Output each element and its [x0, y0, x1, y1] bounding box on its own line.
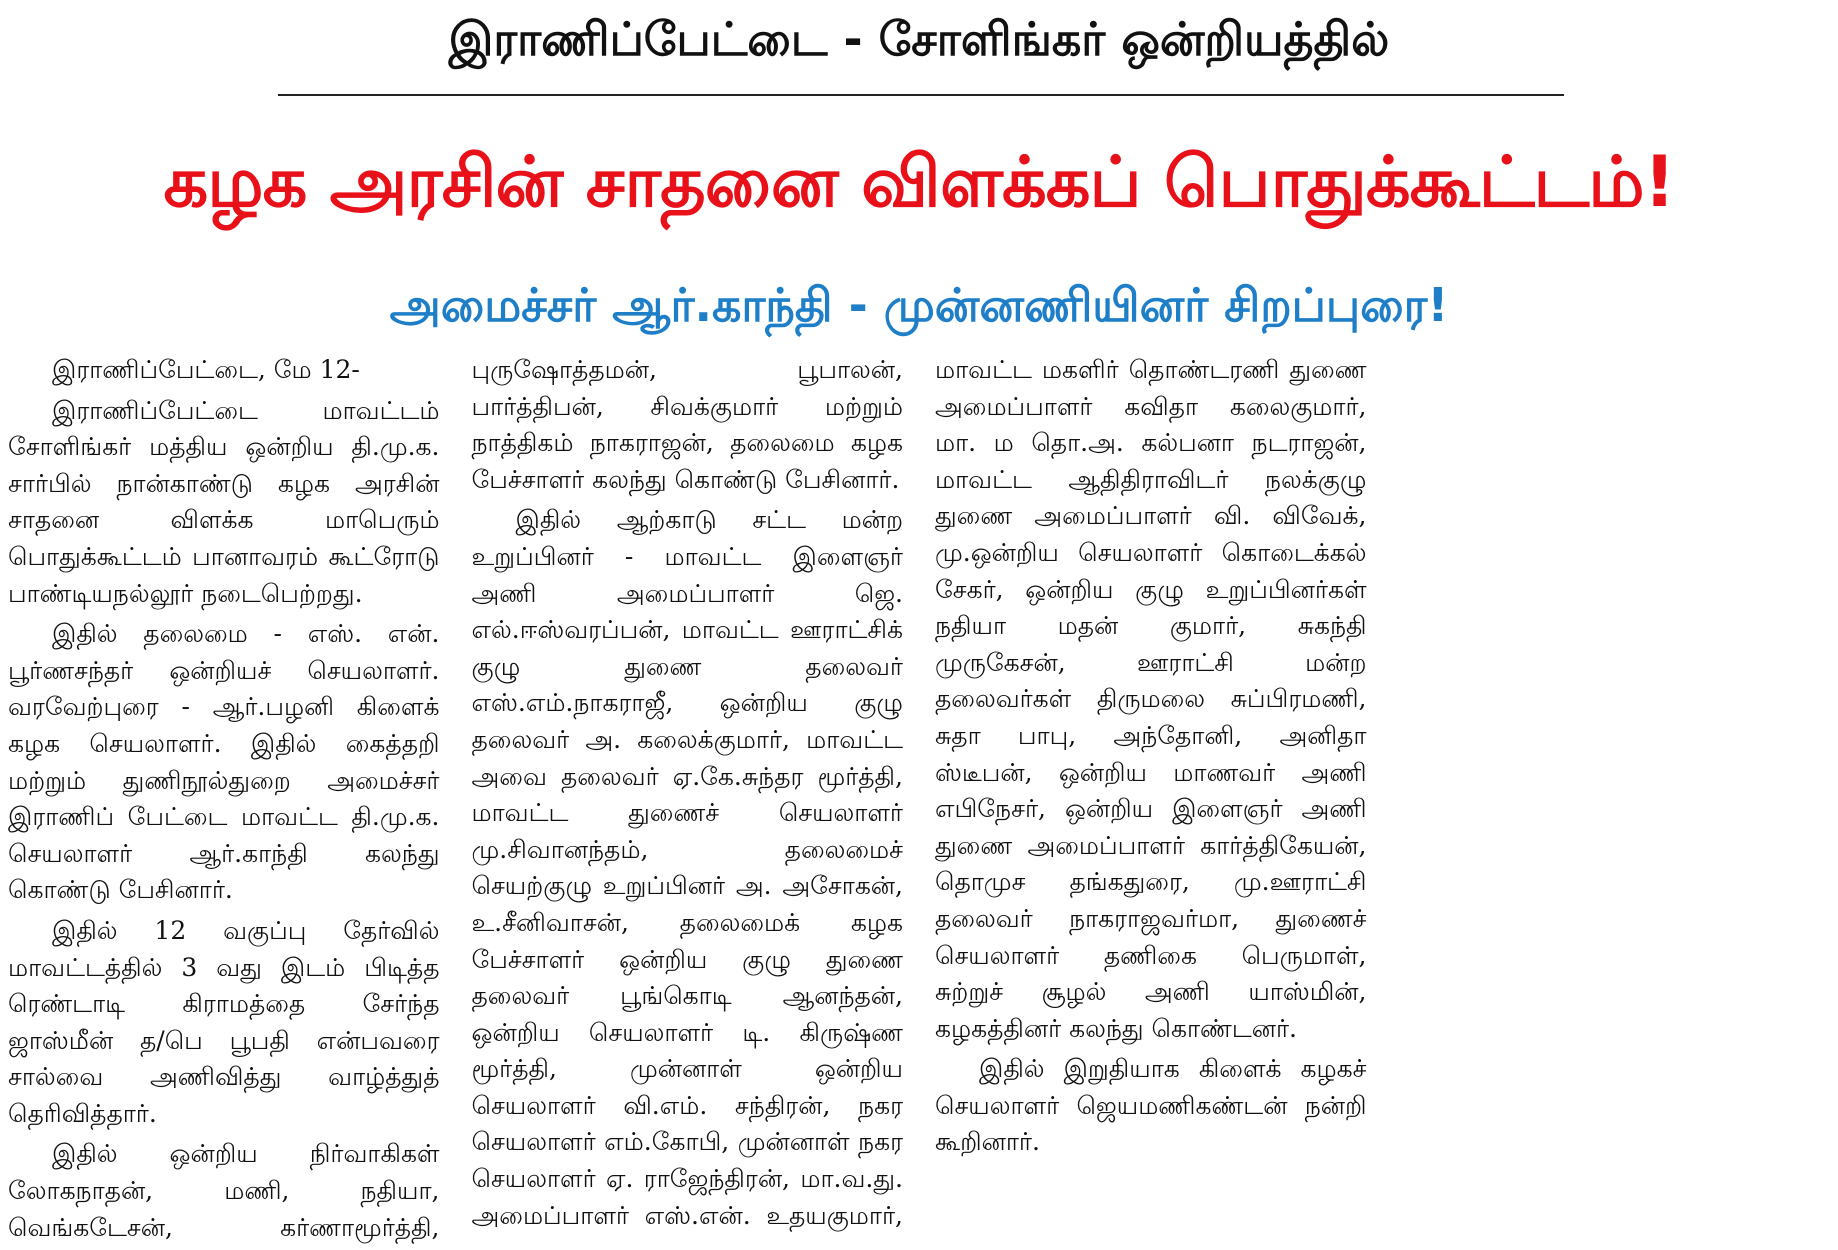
kicker-headline: இராணிப்பேட்டை - சோளிங்கர் ஒன்றியத்தில்	[448, 12, 1390, 66]
article-paragraph: இதில் ஒன்றிய நிர்வாகிகள் லோகநாதன், மணி, நதியா, வெங்கடேசன், கர்ணாமூர்த்தி, புருஷோத்தமன், பூபாலன், பார்த்திபன், சிவக்குமார் மற்றும் நாத்திகம் நாகராஜன், தலைமை கழக பேச்சாளர் கலந்து கொண்டு பேசினார்.	[8, 355, 903, 1242]
article-paragraph: இதில் இறுதியாக கிளைக் கழகச் செயலாளர் ஜெயமணிகண்டன் நன்றி கூறினார்.	[935, 1054, 1367, 1157]
article-paragraph: இதில் ஆற்காடு சட்ட மன்ற உறுப்பினர் - மாவட்ட இளைஞர் அணி அமைப்பாளர் ஜெ. எல்.ஈஸ்வரப்பன், மாவட்ட ஊராட்சிக் குழு துணை தலைவர் எஸ்.எம்.நாகராஜீ, ஒன்றிய குழு தலைவர் அ. கலைக்குமார், மாவட்ட அவை தலைவர் ஏ.கே.சுந்தர மூர்த்தி, மாவட்ட துணைச் செயலாளர் மு.சிவானந்தம், தலைமைச் செயற்குழு உறுப்பினர் அ. அசோகன், உ.சீனிவாசன், தலைமைக் கழக பேச்சாளர் ஒன்றிய குழு துணை தலைவர் பூங்கொடி ஆனந்தன், ஒன்றிய செயலாளர் டி. கிருஷ்ண மூர்த்தி, முன்னாள் ஒன்றிய செயலாளர் வி.எம். சந்திரன், நகர செயலாளர் எம்.கோபி, முன்னாள் நகர செயலாளர் ஏ. ராஜேந்திரன், மா.வ.து. அமைப்பாளர் எஸ்.என். உதயகுமார், மாவட்ட மகளிர் தொண்டரணி துணை அமைப்பாளர் கவிதா கலைகுமார், மா. ம தொ.அ. கல்பனா நடராஜன், மாவட்ட ஆதிதிராவிடர் நலக்குழு துணை அமைப்பாளர் வி. விவேக், மு.ஒன்றிய செயலாளர் கொடைக்கல் சேகர், ஒன்றிய குழு உறுப்பினர்கள் நதியா மதன் குமார், சுகந்தி முருகேசன், ஊராட்சி மன்ற தலைவர்கள் திருமலை சுப்பிரமணி, சுதா பாபு, அந்தோனி, அனிதா ஸ்டீபன், ஒன்றிய மாணவர் அணி எபிநேசர், ஒன்றிய இளைஞர் அணி துணை அமைப்பாளர் கார்த்திகேயன், தொமுச தங்கதுரை, மு.ஊராட்சி தலைவர் நாகராஜவர்மா, துணைச் செயலாளர் தணிகை பெருமாள், சுற்றுச் சூழல் அணி யாஸ்மின், கழகத்தினர் கலந்து கொண்டனர்.	[471, 355, 1367, 1230]
main-headline: கழக அரசின் சாதனை விளக்கப் பொதுக்கூட்டம்!	[163, 141, 1675, 223]
article-paragraph: இதில் தலைமை - எஸ். என். பூர்ணசந்தர் ஒன்றியச் செயலாளர். வரவேற்புரை - ஆர்.பழனி கிளைக் கழக செயலாளர். இதில் கைத்தறி மற்றும் துணிநூல்துறை அமைச்சர் இராணிப் பேட்டை மாவட்ட தி.மு.க. செயலாளர் ஆர்.காந்தி கலந்து கொண்டு பேசினார்.	[8, 619, 440, 905]
article-paragraph: இராணிப்பேட்டை மாவட்டம் சோளிங்கர் மத்திய ஒன்றிய தி.மு.க. சார்பில் நான்காண்டு கழக அரசின் சாதனை விளக்க மாபெரும் பொதுக்கூட்டம் பானாவரம் கூட்ரோடு பாண்டியநல்லூர் நடைபெற்றது.	[8, 395, 440, 608]
article-dateline: இராணிப்பேட்டை, மே 12-	[52, 355, 360, 384]
article-paragraph: இதில் 12 வகுப்பு தேர்வில் மாவட்டத்தில் 3 வது இடம் பிடித்த ரெண்டாடி கிராமத்தை சேர்ந்த ஜாஸ்மீன் த/பெ பூபதி என்பவரை சால்வை அணிவித்து வாழ்த்துத் தெரிவித்தார்.	[8, 915, 440, 1128]
kicker-underline	[278, 94, 1564, 96]
sub-headline: அமைச்சர் ஆர்.காந்தி - முன்னணியினர் சிறப்புரை!	[389, 278, 1449, 332]
article-body	[8, 352, 1830, 1250]
